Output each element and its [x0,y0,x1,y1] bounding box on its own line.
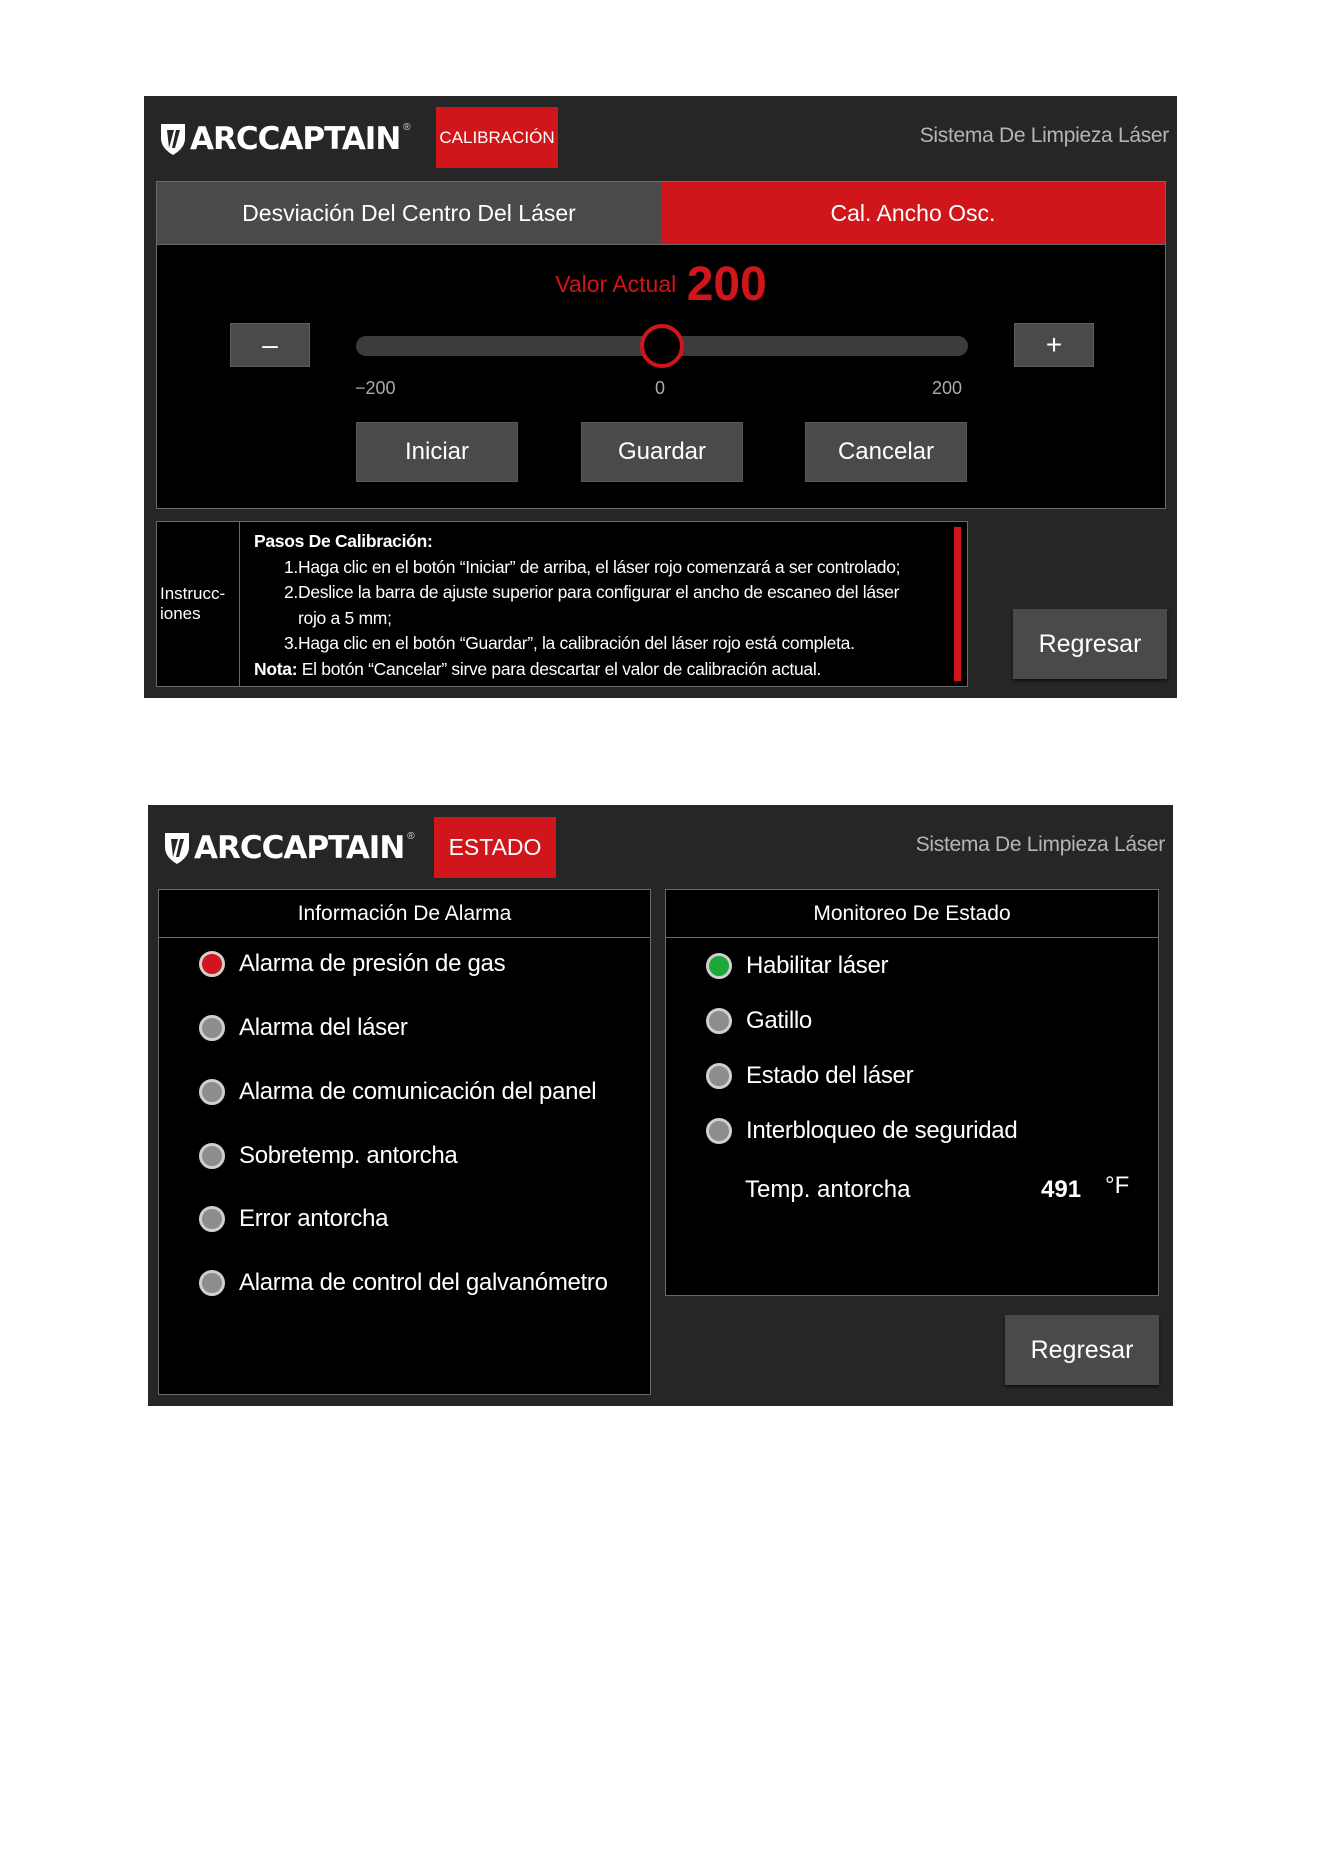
status-led-gray-icon [706,1118,732,1144]
instruction-step-3: 3.Haga clic en el botón “Guardar”, la calibración del láser rojo está completa. [284,633,855,653]
instruction-step-2: 2.Deslice la barra de ajuste superior para configurar el ancho de escaneo del láser [284,582,900,602]
tab-oscillation-width[interactable]: Cal. Ancho Osc. [661,182,1165,244]
slider-min-label: −200 [355,378,396,398]
list-item [199,1205,388,1233]
shield-logo-icon [158,122,188,156]
list-item [199,950,505,978]
mode-badge: ESTADO [434,817,556,878]
status-screen [148,805,1173,1406]
torch-temperature-row [745,1172,1135,1204]
alarm-label: Alarma de comunicación del panel [239,1078,597,1105]
status-led-gray-icon [199,1079,225,1105]
torch-temperature-value: 491 [1041,1176,1082,1203]
status-led-red-icon [199,951,225,977]
registered-mark: ® [403,122,411,133]
list-item [706,1007,812,1035]
instructions-title: Pasos De Calibración: [254,531,433,551]
decrement-button[interactable]: – [230,323,310,367]
alarm-label: Sobretemp. antorcha [239,1142,458,1169]
list-item [199,1078,596,1106]
status-led-gray-icon [199,1270,225,1296]
back-button[interactable]: Regresar [1005,1315,1159,1385]
registered-mark: ® [407,831,415,842]
brand-name: ARCCAPTAIN [190,121,401,157]
alarm-label: Alarma del láser [239,1014,408,1041]
brand-logo [162,829,415,867]
status-led-gray-icon [199,1143,225,1169]
status-led-gray-icon [199,1015,225,1041]
list-item [706,1062,913,1090]
alarm-label: Error antorcha [239,1205,389,1232]
instruction-step-1: 1.Haga clic en el botón “Iniciar” de arriba, el láser rojo comenzará a ser controlado; [284,556,901,577]
top-bar [148,805,1173,883]
monitor-label: Habilitar láser [746,952,889,979]
status-led-green-icon [706,953,732,979]
list-item [706,1117,1017,1145]
list-item [199,1269,608,1297]
current-value: 200 [686,258,767,311]
monitor-label: Interbloqueo de seguridad [746,1117,1018,1144]
instructions-label-line1: Instrucc- [160,584,226,603]
instruction-step-2-cont: rojo a 5 mm; [298,607,392,628]
instruction-note [254,657,944,683]
alarm-label: Alarma de control del galvanómetro [239,1269,608,1296]
brand-name: ARCCAPTAIN [194,830,405,866]
back-button[interactable]: Regresar [1013,609,1167,679]
instructions-scrollbar[interactable] [954,527,961,681]
slider-max-label: 200 [932,378,963,398]
monitor-panel-title: Monitoreo De Estado [666,890,1158,938]
status-led-gray-icon [706,1008,732,1034]
calibration-panel [156,245,1166,509]
status-monitor-panel [665,889,1159,1296]
monitor-label: Gatillo [746,1007,812,1034]
increment-button[interactable]: + [1014,323,1094,367]
alarm-panel-title: Información De Alarma [159,890,650,938]
instructions-text [254,529,944,682]
calibration-tabs [156,181,1166,245]
alarm-info-panel [158,889,651,1395]
note-text: El botón “Cancelar” sirve para descartar el valor de calibración actual. [297,658,821,679]
instructions-box [156,521,968,687]
list-item [199,1014,408,1042]
current-value-label: Valor Actual [555,271,677,297]
calibration-screen [144,96,1177,698]
brand-logo [158,120,411,158]
slider-thumb[interactable] [640,324,684,368]
current-value-display [157,257,1165,312]
torch-temperature-label: Temp. antorcha [745,1176,911,1203]
top-bar [144,96,1177,174]
system-title: Sistema De Limpieza Láser [915,833,1165,856]
cancel-button[interactable]: Cancelar [805,422,967,482]
torch-temperature-unit: °F [1105,1172,1130,1199]
instructions-side-label [157,522,240,686]
instructions-label-line2: iones [160,604,201,623]
save-button[interactable]: Guardar [581,422,743,482]
note-label: Nota: [254,658,298,679]
mode-badge: CALIBRACIÓN [436,107,558,168]
system-title: Sistema De Limpieza Láser [919,124,1169,147]
slider-mid-label: 0 [655,378,666,398]
list-item [199,1142,457,1170]
list-item [706,952,888,980]
tab-center-deviation[interactable]: Desviación Del Centro Del Láser [157,182,661,244]
monitor-label: Estado del láser [746,1062,914,1089]
start-button[interactable]: Iniciar [356,422,518,482]
alarm-label: Alarma de presión de gas [239,950,506,977]
status-led-gray-icon [706,1063,732,1089]
shield-logo-icon [162,831,192,865]
status-led-gray-icon [199,1206,225,1232]
